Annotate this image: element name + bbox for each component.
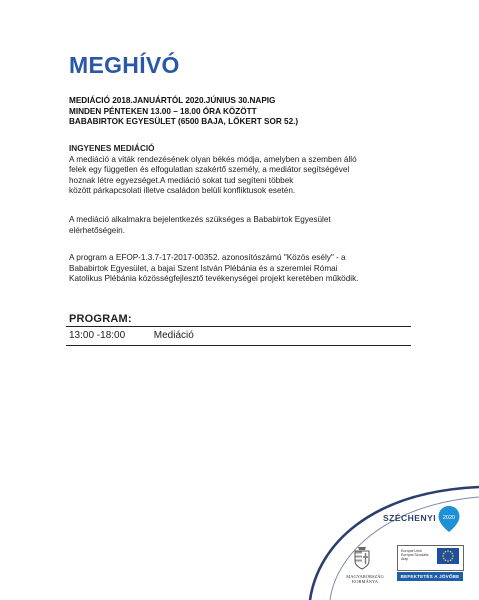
intro-line: hoznak létre egyezséget.A mediáció sokat tud segíteni többek (69, 175, 294, 185)
program-activity: Mediáció (153, 330, 194, 341)
event-location: BABABIRTOK EGYESÜLET (6500 BAJA, LŐKERT SOR 52.) (69, 117, 299, 126)
intro-line: között párkapcsolati illetve családon belüli konfliktusok esetén. (69, 186, 296, 196)
hungarian-crest-icon (352, 543, 372, 571)
program-time: 13:00 -18:00 (69, 330, 126, 341)
eu-flag-icon (437, 548, 459, 564)
page-title: MEGHÍVÓ (69, 52, 180, 78)
intro-line: felek egy független és elfogulatlan szakértő személy, a mediátor segítségével (69, 165, 350, 175)
registration-line: A mediáció alkalmakra bejelentkezés szükséges a Bababirtok Egyesület (69, 215, 331, 224)
event-dates: MEDIÁCIÓ 2018.JANUÁRTÓL 2020.JÚNIUS 30.NAPIG (69, 96, 276, 105)
intro-line: A mediáció a viták rendezésének olyan békés módja, amelyben a szemben álló (69, 154, 357, 164)
szechenyi-logo-text: SZÉCHENYI (383, 513, 437, 523)
event-hours: MINDEN PÉNTEKEN 13.00 – 18.00 ÓRA KÖZÖTT (69, 106, 257, 116)
eu-slogan-banner: BEFEKTETÉS A JÖVŐBE (397, 572, 463, 581)
program-label: PROGRAM: (69, 313, 132, 325)
szechenyi-pin-icon (437, 505, 461, 533)
program-info-line: A program a EFOP-1.3.7-17-2017-00352. azonosítószámú "Közös esély" - a (69, 253, 346, 262)
program-info-line: Bababirtok Egyesület, a bajai Szent István Plébánia és a szeremlei Római (69, 263, 338, 273)
registration-line: elérhetőségein. (69, 225, 125, 235)
szechenyi-pin-text: 2020 (442, 515, 456, 521)
crest-caption: MAGYARORSZÁG KORMÁNYA (346, 574, 384, 584)
program-info-line: Katolikus Plébánia közösségfejlesztő tevékenységei projekt keretében működik. (69, 274, 359, 284)
intro-heading: INGYENES MEDIÁCIÓ (69, 144, 155, 153)
eu-logo-text: Európai Unió Európai Szociális Alap (401, 549, 429, 562)
